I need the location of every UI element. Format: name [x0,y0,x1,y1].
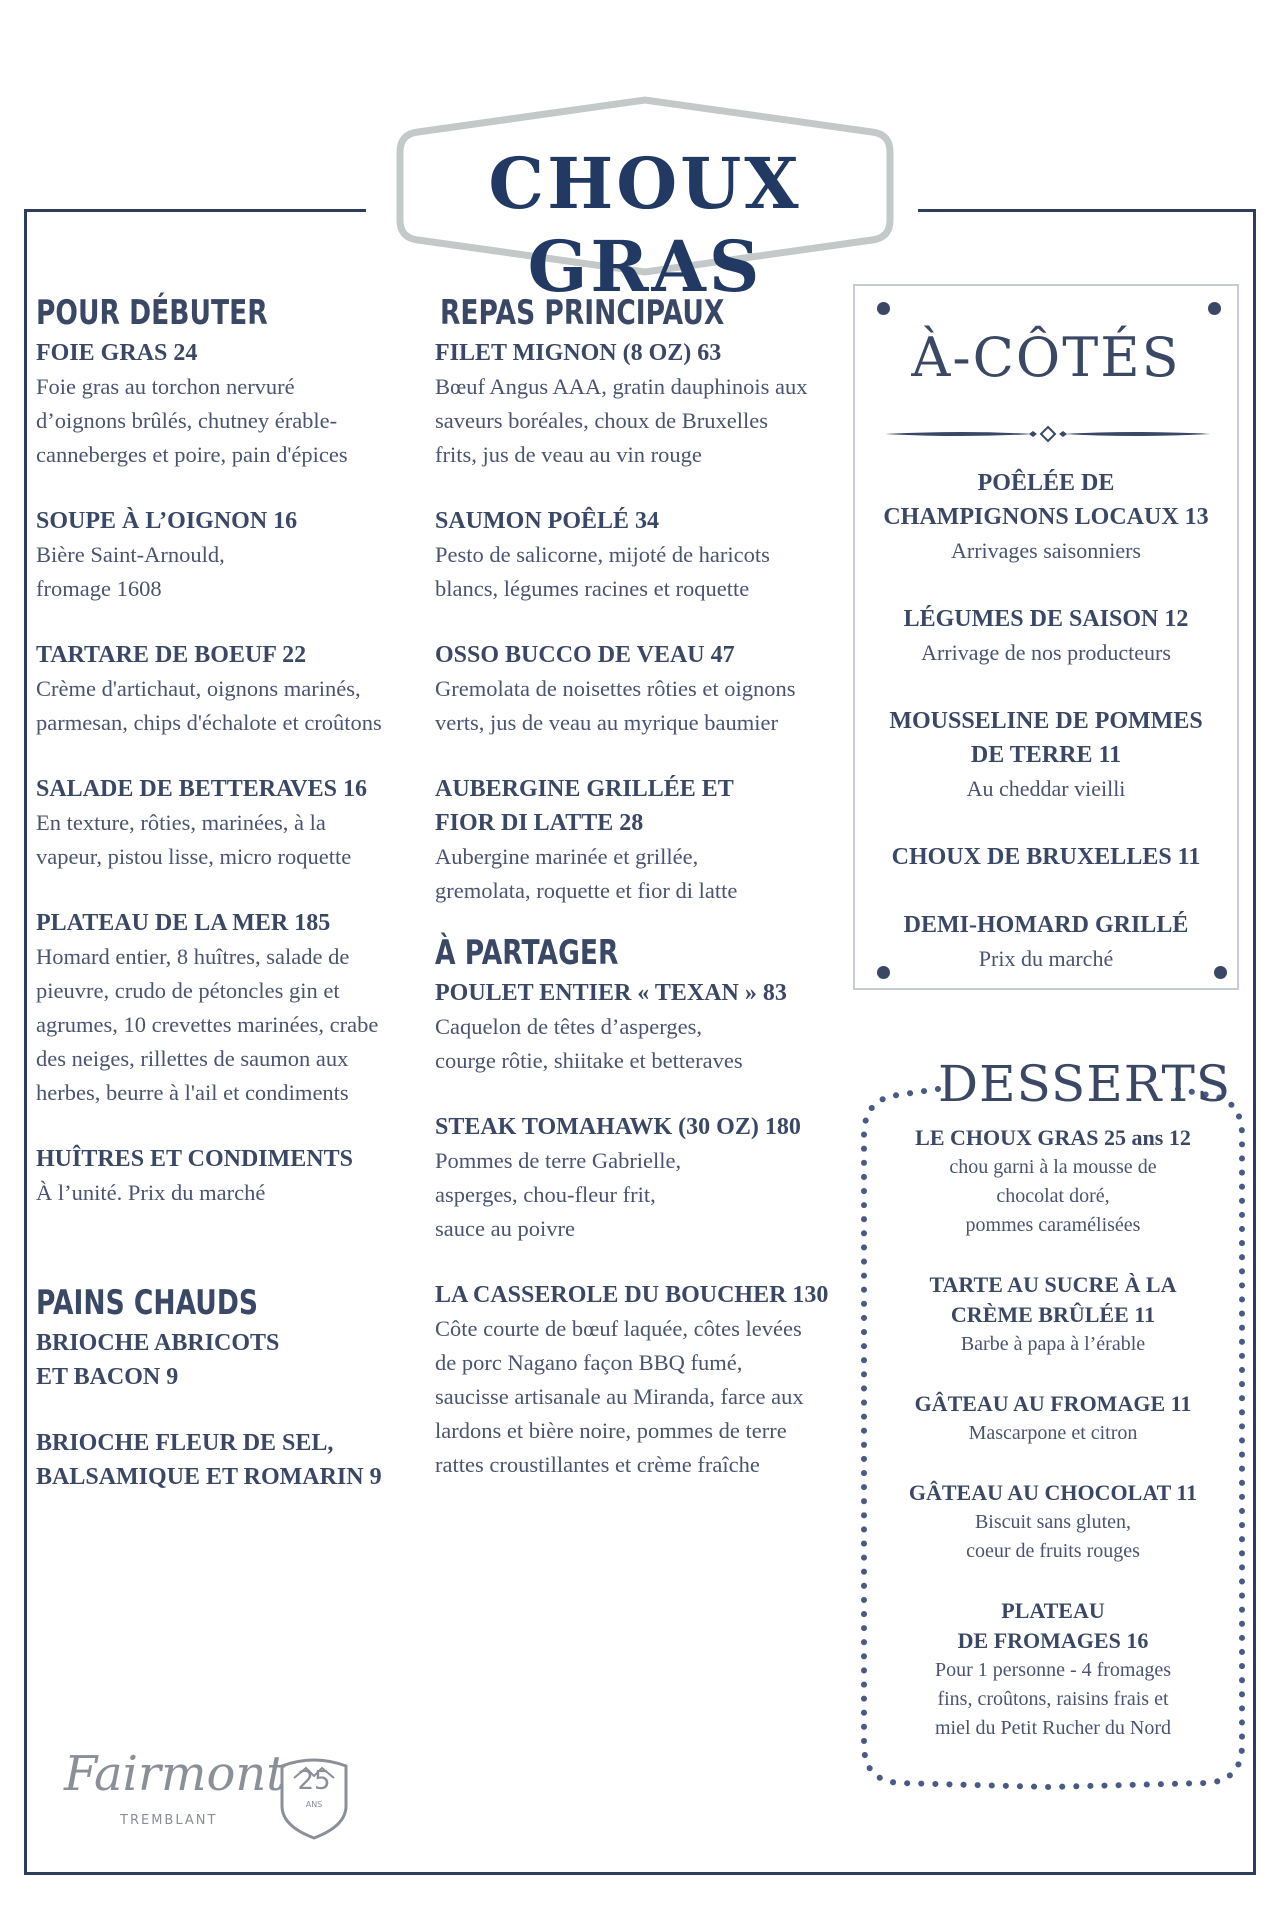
item-name: MOUSSELINE DE POMMES [889,708,1203,734]
item-desc-line: fins, croûtons, raisins frais et [937,1688,1169,1710]
item-desc-line: Pesto de salicorne, mijoté de haricots [435,542,770,567]
column-mains [435,290,845,1514]
anniversary-word: ANS [305,1800,323,1809]
menu-item [855,908,1237,976]
item-desc-line: Côte courte de bœuf laquée, côtes levées [435,1316,802,1341]
item-desc-line: Arrivage de nos producteurs [921,640,1171,665]
item-desc-line: pieuvre, crudo de pétoncles gin et [36,978,340,1003]
item-desc-line: saveurs boréales, choux de Bruxelles [435,408,769,433]
fairmont-logo: Fairmont [64,1746,286,1802]
menu-item [435,336,845,472]
item-desc-line: miel du Petit Rucher du Nord [934,1717,1172,1739]
item-name: TARTARE DE BOEUF 22 [36,642,307,668]
anniversary-badge-icon [278,1756,350,1845]
corner-dot [877,302,890,315]
item-name: POULET ENTIER « TEXAN » 83 [435,980,787,1006]
section-title-partager: À PARTAGER [435,933,619,973]
item-name: PLATEAU [1001,1598,1105,1623]
section-title-debuter: POUR DÉBUTER [36,293,268,333]
item-desc-line: sauce au poivre [435,1216,575,1241]
item-name: CHAMPIGNONS LOCAUX 13 [883,504,1209,530]
item-name: BALSAMIQUE ET ROMARIN 9 [36,1464,382,1490]
item-desc-line: Arrivages saisonniers [950,538,1141,563]
frame-left [24,209,27,1875]
item-name: CHOUX DE BRUXELLES 11 [891,844,1201,870]
item-desc-line: Gremolata de noisettes rôties et oignons [435,676,796,701]
ornament-divider-icon [883,424,1213,444]
anniversary-number: 25 [297,1766,331,1796]
item-desc-line: Pour 1 personne - 4 fromages [934,1659,1172,1681]
item-name: FIOR DI LATTE 28 [435,810,644,836]
menu-item [858,1123,1248,1240]
item-desc-line: À l’unité. Prix du marché [36,1180,266,1205]
item-name: FOIE GRAS 24 [36,340,198,366]
item-desc-line: parmesan, chips d'échalote et croûtons [36,710,382,735]
item-desc-line: des neiges, rillettes de saumon aux [36,1046,349,1071]
item-name: SALADE DE BETTERAVES 16 [36,776,367,802]
item-name: SOUPE À L’OIGNON 16 [36,508,298,534]
menu-item [855,602,1237,670]
item-desc-line: pommes caramélisées [965,1214,1141,1236]
section-title-principaux: REPAS PRINCIPAUX [440,293,725,333]
item-desc-line: Aubergine marinée et grillée, [435,844,699,869]
desserts-list [858,1123,1248,1773]
menu-item [36,504,426,606]
frame-bottom [24,1872,1256,1875]
menu-item [36,772,426,874]
menu-item [435,772,845,908]
frame-top-left [24,209,366,212]
sides-box [853,284,1239,990]
fairmont-location: TREMBLANT [120,1813,218,1828]
item-name: SAUMON POÊLÉ 34 [435,508,660,534]
menu-item [435,976,845,1078]
page-title: CHOUX GRAS [488,142,802,308]
item-desc-line: Caquelon de têtes d’asperges, [435,1014,703,1039]
item-name: TARTE AU SUCRE À LA [929,1272,1177,1297]
sides-list [855,466,1237,1010]
item-name: FILET MIGNON (8 OZ) 63 [435,340,722,366]
menu-item [435,1110,845,1246]
menu-item [435,504,845,606]
item-desc-line: Au cheddar vieilli [966,776,1126,801]
menu-item [858,1596,1248,1743]
menu-item [858,1478,1248,1566]
menu-item [36,1142,426,1210]
item-name: BRIOCHE FLEUR DE SEL, [36,1430,334,1456]
item-name: BRIOCHE ABRICOTS [36,1330,280,1356]
frame-right [1253,209,1256,1875]
item-name: CRÈME BRÛLÉE 11 [950,1302,1156,1327]
item-desc-line: Bœuf Angus AAA, gratin dauphinois aux [435,374,808,399]
item-desc-line: canneberges et poire, pain d'épices [36,442,348,467]
menu-item [435,1278,845,1482]
item-name: LA CASSEROLE DU BOUCHER 130 [435,1282,829,1308]
sides-title: À-CÔTÉS [911,326,1181,389]
corner-dot [1208,302,1221,315]
item-name: LE CHOUX GRAS 25 ans 12 [915,1125,1191,1150]
item-name: HUÎTRES ET CONDIMENTS [36,1146,353,1172]
menu-item [36,906,426,1110]
menu-item [36,1426,426,1494]
item-desc-line: asperges, chou-fleur frit, [435,1182,656,1207]
item-desc-line: Foie gras au torchon nervuré [36,374,295,399]
item-desc-line: Pommes de terre Gabrielle, [435,1148,682,1173]
item-desc-line: Bière Saint-Arnould, [36,542,225,567]
item-desc-line: fromage 1608 [36,576,162,601]
item-desc-line: chocolat doré, [996,1185,1110,1207]
item-name: GÂTEAU AU CHOCOLAT 11 [908,1480,1198,1505]
item-desc-line: Biscuit sans gluten, [974,1511,1132,1533]
item-desc-line: frits, jus de veau au vin rouge [435,442,702,467]
item-name: POÊLÉE DE [977,470,1115,496]
item-desc-line: Crème d'artichaut, oignons marinés, [36,676,361,701]
item-name: STEAK TOMAHAWK (30 OZ) 180 [435,1114,801,1140]
item-desc-line: saucisse artisanale au Miranda, farce aux [435,1384,804,1409]
item-name: DE FROMAGES 16 [957,1628,1149,1653]
item-desc-line: lardons et bière noire, pommes de terre [435,1418,787,1443]
menu-item [855,840,1237,874]
item-desc-line: En texture, rôties, marinées, à la [36,810,326,835]
item-name: PLATEAU DE LA MER 185 [36,910,331,936]
item-desc-line: rattes croustillantes et crème fraîche [435,1452,760,1477]
item-desc-line: agrumes, 10 crevettes marinées, crabe [36,1012,379,1037]
item-desc-line: Barbe à papa à l’érable [960,1333,1146,1355]
menu-item [858,1270,1248,1359]
item-name: DEMI-HOMARD GRILLÉ [903,912,1189,938]
menu-item [855,704,1237,806]
item-desc-line: courge rôtie, shiitake et betteraves [435,1048,743,1073]
item-name: DE TERRE 11 [970,742,1122,768]
item-desc-line: verts, jus de veau au myrique baumier [435,710,779,735]
item-desc-line: gremolata, roquette et fior di latte [435,878,738,903]
item-desc-line: vapeur, pistou lisse, micro roquette [36,844,352,869]
item-desc-line: Mascarpone et citron [968,1422,1138,1444]
item-name: OSSO BUCCO DE VEAU 47 [435,642,735,668]
desserts-box [858,1045,1248,1797]
item-desc-line: herbes, beurre à l'ail et condiments [36,1080,349,1105]
item-desc-line: blancs, légumes racines et roquette [435,576,750,601]
desserts-title: DESSERTS [938,1055,1232,1113]
item-name: LÉGUMES DE SAISON 12 [903,606,1189,632]
item-desc-line: d’oignons brûlés, chutney érable- [36,408,338,433]
item-name: AUBERGINE GRILLÉE ET [435,776,734,802]
item-name: GÂTEAU AU FROMAGE 11 [914,1391,1192,1416]
item-desc-line: Homard entier, 8 huîtres, salade de [36,944,350,969]
item-name: ET BACON 9 [36,1364,179,1390]
menu-item [36,1326,426,1394]
title-badge [390,96,900,308]
item-desc-line: coeur de fruits rouges [966,1540,1140,1562]
menu-item [36,638,426,740]
menu-item [36,336,426,472]
section-title-pains: PAINS CHAUDS [36,1283,258,1323]
item-desc-line: de porc Nagano façon BBQ fumé, [435,1350,743,1375]
frame-top-right [918,209,1256,212]
item-desc-line: chou garni à la mousse de [949,1156,1157,1178]
menu-item [858,1389,1248,1448]
menu-item [435,638,845,740]
menu-item [855,466,1237,568]
item-desc-line: Prix du marché [978,946,1114,971]
column-starters [36,290,426,1526]
